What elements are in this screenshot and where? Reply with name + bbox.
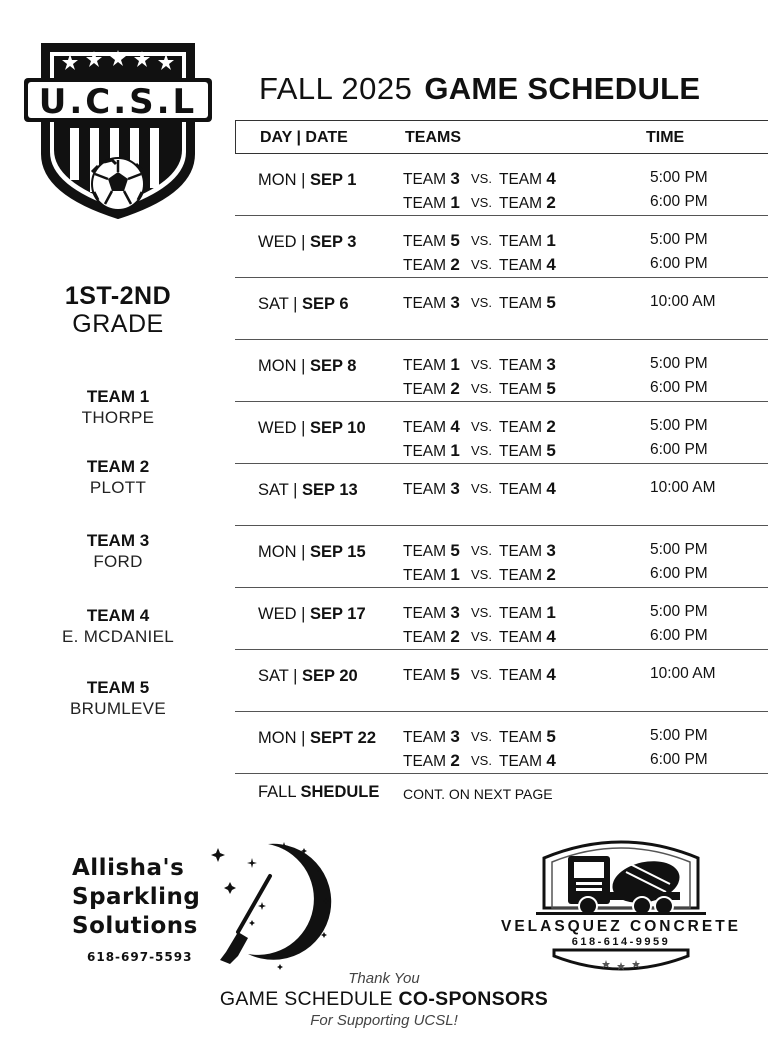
team-word: TEAM bbox=[499, 195, 543, 212]
allisha-logo-text bbox=[72, 854, 200, 941]
thanks-line1: Thank You bbox=[348, 970, 420, 987]
schedule-row bbox=[235, 712, 768, 774]
game-time: 10:00 AM bbox=[650, 293, 716, 310]
team-roster-item bbox=[40, 456, 196, 498]
team-word: TEAM bbox=[499, 605, 543, 622]
away-team-number: 4 bbox=[546, 255, 556, 274]
home-team-number: 3 bbox=[450, 479, 460, 498]
game-time: 10:00 AM bbox=[650, 665, 716, 682]
concrete-truck-icon bbox=[476, 826, 766, 986]
home-team-number: 3 bbox=[450, 293, 460, 312]
away-team bbox=[499, 727, 556, 747]
game-time: 6:00 PM bbox=[650, 255, 708, 272]
vs-label: VS. bbox=[471, 419, 492, 434]
game-line bbox=[235, 417, 768, 441]
header-time: TIME bbox=[646, 129, 685, 146]
game-date: SEP 17 bbox=[309, 605, 366, 623]
thanks-block bbox=[0, 970, 768, 1029]
team-word: TEAM bbox=[403, 605, 447, 622]
game-time: 6:00 PM bbox=[650, 379, 708, 396]
vs-label: VS. bbox=[471, 233, 492, 248]
title-main: GAME SCHEDULE bbox=[424, 71, 701, 106]
home-team-number: 3 bbox=[450, 169, 460, 188]
game-time: 5:00 PM bbox=[650, 355, 708, 372]
title-season: FALL 2025 bbox=[259, 71, 413, 106]
game-time: 6:00 PM bbox=[650, 627, 708, 644]
away-team bbox=[499, 565, 556, 585]
home-team bbox=[403, 193, 460, 213]
team-coach: PLOTT bbox=[89, 478, 147, 497]
allisha-line3: Solutions bbox=[72, 913, 198, 939]
home-team-number: 5 bbox=[450, 665, 460, 684]
team-word: TEAM bbox=[403, 257, 447, 274]
ucsl-logo bbox=[24, 34, 212, 220]
team-word: TEAM bbox=[403, 753, 447, 770]
game-time: 5:00 PM bbox=[650, 169, 708, 186]
vs-label: VS. bbox=[471, 567, 492, 582]
team-word: TEAM bbox=[499, 729, 543, 746]
team-word: TEAM bbox=[403, 171, 447, 188]
team-coach: E. MCDANIEL bbox=[62, 627, 174, 646]
team-roster-item bbox=[40, 677, 196, 719]
game-line bbox=[235, 727, 768, 751]
thanks-light: GAME SCHEDULE bbox=[219, 988, 393, 1010]
game-time: 5:00 PM bbox=[650, 603, 708, 620]
game-line bbox=[235, 379, 768, 403]
away-team bbox=[499, 751, 556, 771]
sponsor-allisha bbox=[60, 836, 332, 972]
away-team-number: 3 bbox=[546, 541, 556, 560]
team-word: TEAM bbox=[403, 233, 447, 250]
away-team bbox=[499, 255, 556, 275]
footer-continued: CONT. ON NEXT PAGE bbox=[403, 786, 553, 802]
away-team bbox=[499, 665, 556, 685]
schedule-row bbox=[235, 340, 768, 402]
schedule-row bbox=[235, 464, 768, 526]
home-team bbox=[403, 441, 460, 461]
home-team bbox=[403, 355, 460, 375]
team-word: TEAM bbox=[499, 543, 543, 560]
team-word: TEAM bbox=[499, 753, 543, 770]
vs-label: VS. bbox=[471, 667, 492, 682]
game-date: SEP 6 bbox=[302, 295, 349, 313]
vs-label: VS. bbox=[471, 543, 492, 558]
game-date: SEPT 22 bbox=[309, 729, 377, 747]
home-team-number: 3 bbox=[450, 603, 460, 622]
away-team bbox=[499, 627, 556, 647]
away-team bbox=[499, 169, 556, 189]
team-word: TEAM bbox=[403, 381, 447, 398]
game-line bbox=[235, 231, 768, 255]
vs-label: VS. bbox=[471, 729, 492, 744]
home-team bbox=[403, 417, 460, 437]
game-date: SEP 1 bbox=[309, 171, 357, 189]
team-name: TEAM 2 bbox=[86, 457, 150, 476]
footer-bold: SHEDULE bbox=[300, 783, 380, 801]
vs-label: VS. bbox=[471, 357, 492, 372]
home-team-number: 3 bbox=[450, 727, 460, 746]
team-word: TEAM bbox=[403, 295, 447, 312]
thanks-line3: For Supporting UCSL! bbox=[310, 1012, 458, 1029]
away-team-number: 2 bbox=[546, 193, 556, 212]
home-team bbox=[403, 565, 460, 585]
game-time: 6:00 PM bbox=[650, 751, 708, 768]
team-word: TEAM bbox=[499, 233, 543, 250]
away-team-number: 3 bbox=[546, 355, 556, 374]
team-word: TEAM bbox=[499, 295, 543, 312]
game-day: SAT | bbox=[258, 667, 298, 685]
home-team-number: 5 bbox=[450, 231, 460, 250]
away-team bbox=[499, 541, 556, 561]
away-team-number: 4 bbox=[546, 627, 556, 646]
game-date: SEP 20 bbox=[302, 667, 358, 685]
vs-label: VS. bbox=[471, 195, 492, 210]
team-word: TEAM bbox=[499, 629, 543, 646]
game-line bbox=[235, 441, 768, 465]
schedule-row bbox=[235, 216, 768, 278]
home-team-number: 2 bbox=[450, 379, 460, 398]
home-team bbox=[403, 627, 460, 647]
game-line bbox=[235, 565, 768, 589]
team-name: TEAM 3 bbox=[86, 531, 150, 550]
grade-label bbox=[40, 282, 196, 338]
page-title bbox=[259, 70, 700, 108]
home-team bbox=[403, 379, 460, 399]
game-line bbox=[235, 293, 768, 317]
team-word: TEAM bbox=[499, 171, 543, 188]
home-team-number: 1 bbox=[450, 355, 460, 374]
team-name: TEAM 4 bbox=[86, 606, 150, 625]
team-coach: THORPE bbox=[81, 408, 155, 427]
schedule-rows bbox=[235, 154, 768, 774]
game-line bbox=[235, 193, 768, 217]
team-roster-item bbox=[40, 605, 196, 647]
home-team bbox=[403, 169, 460, 189]
home-team bbox=[403, 603, 460, 623]
game-day: WED | bbox=[258, 419, 306, 437]
team-name: TEAM 1 bbox=[86, 387, 150, 406]
home-team bbox=[403, 255, 460, 275]
home-team bbox=[403, 541, 460, 561]
away-team-number: 4 bbox=[546, 169, 556, 188]
game-time: 5:00 PM bbox=[650, 727, 708, 744]
game-day: SAT | bbox=[258, 295, 298, 313]
team-roster-item bbox=[40, 386, 196, 428]
game-time: 5:00 PM bbox=[650, 231, 708, 248]
velasquez-phone: 618-614-9959 bbox=[571, 936, 671, 948]
away-team-number: 4 bbox=[546, 751, 556, 770]
away-team-number: 5 bbox=[546, 441, 556, 460]
away-team bbox=[499, 417, 556, 437]
team-word: TEAM bbox=[403, 543, 447, 560]
team-word: TEAM bbox=[403, 481, 447, 498]
home-team-number: 2 bbox=[450, 627, 460, 646]
team-word: TEAM bbox=[499, 419, 543, 436]
team-word: TEAM bbox=[403, 419, 447, 436]
game-day: MON | bbox=[258, 171, 306, 189]
team-coach: FORD bbox=[93, 552, 143, 571]
away-team-number: 2 bbox=[546, 417, 556, 436]
schedule-row bbox=[235, 588, 768, 650]
away-team bbox=[499, 293, 556, 313]
vs-label: VS. bbox=[471, 481, 492, 496]
team-word: TEAM bbox=[499, 357, 543, 374]
vs-label: VS. bbox=[471, 295, 492, 310]
game-date: SEP 3 bbox=[309, 233, 357, 251]
allisha-phone: 618-697-5593 bbox=[87, 950, 193, 964]
home-team-number: 2 bbox=[450, 255, 460, 274]
team-word: TEAM bbox=[499, 667, 543, 684]
footer-light: FALL bbox=[258, 783, 296, 801]
game-time: 6:00 PM bbox=[650, 565, 708, 582]
away-team-number: 1 bbox=[546, 603, 556, 622]
home-team-number: 5 bbox=[450, 541, 460, 560]
team-word: TEAM bbox=[403, 729, 447, 746]
thanks-bold: CO-SPONSORS bbox=[398, 988, 549, 1010]
away-team-number: 1 bbox=[546, 231, 556, 250]
away-team-number: 5 bbox=[546, 293, 556, 312]
game-day: SAT | bbox=[258, 481, 298, 499]
schedule-table bbox=[235, 120, 768, 814]
home-team bbox=[403, 751, 460, 771]
team-name: TEAM 5 bbox=[86, 678, 150, 697]
home-team bbox=[403, 665, 460, 685]
away-team bbox=[499, 193, 556, 213]
game-line bbox=[235, 665, 768, 689]
home-team bbox=[403, 727, 460, 747]
game-line bbox=[235, 169, 768, 193]
game-line bbox=[235, 603, 768, 627]
header-day-date: DAY | DATE bbox=[260, 129, 348, 146]
home-team bbox=[403, 479, 460, 499]
home-team-number: 1 bbox=[450, 193, 460, 212]
home-team-number: 1 bbox=[450, 441, 460, 460]
away-team-number: 5 bbox=[546, 727, 556, 746]
footer-label bbox=[258, 783, 379, 802]
game-line bbox=[235, 751, 768, 775]
game-day: MON | bbox=[258, 357, 306, 375]
game-day: MON | bbox=[258, 729, 306, 747]
thanks-line2 bbox=[0, 988, 768, 1011]
vs-label: VS. bbox=[471, 443, 492, 458]
vs-label: VS. bbox=[471, 605, 492, 620]
schedule-row bbox=[235, 402, 768, 464]
schedule-row bbox=[235, 650, 768, 712]
team-word: TEAM bbox=[499, 567, 543, 584]
away-team bbox=[499, 479, 556, 499]
team-roster-item bbox=[40, 530, 196, 572]
game-date: SEP 13 bbox=[302, 481, 358, 499]
table-header bbox=[235, 120, 768, 154]
away-team-number: 5 bbox=[546, 379, 556, 398]
sponsor-velasquez bbox=[476, 826, 766, 986]
game-day: MON | bbox=[258, 543, 306, 561]
away-team-number: 4 bbox=[546, 479, 556, 498]
away-team-number: 4 bbox=[546, 665, 556, 684]
team-word: TEAM bbox=[499, 257, 543, 274]
home-team bbox=[403, 293, 460, 313]
game-day: WED | bbox=[258, 233, 306, 251]
team-word: TEAM bbox=[403, 195, 447, 212]
grade-sub: GRADE bbox=[72, 310, 164, 338]
team-word: TEAM bbox=[499, 481, 543, 498]
game-date: SEP 10 bbox=[309, 419, 366, 437]
game-line bbox=[235, 255, 768, 279]
away-team bbox=[499, 355, 556, 375]
game-time: 5:00 PM bbox=[650, 417, 708, 434]
game-time: 6:00 PM bbox=[650, 193, 708, 210]
away-team-number: 2 bbox=[546, 565, 556, 584]
allisha-line2: Sparkling bbox=[72, 884, 201, 910]
game-line bbox=[235, 479, 768, 503]
away-team bbox=[499, 441, 556, 461]
home-team-number: 4 bbox=[450, 417, 460, 436]
team-coach: BRUMLEVE bbox=[70, 699, 166, 718]
grade-main: 1ST-2ND bbox=[64, 282, 172, 310]
schedule-row bbox=[235, 278, 768, 340]
away-team bbox=[499, 231, 556, 251]
away-team bbox=[499, 379, 556, 399]
velasquez-name: VELASQUEZ CONCRETE bbox=[500, 918, 741, 935]
game-day: WED | bbox=[258, 605, 306, 623]
vs-label: VS. bbox=[471, 257, 492, 272]
logo-text: U.C.S.L bbox=[38, 82, 198, 122]
schedule-row bbox=[235, 154, 768, 216]
schedule-footer bbox=[235, 774, 768, 814]
allisha-line1: Allisha's bbox=[72, 855, 185, 881]
broom-moon-icon bbox=[208, 836, 332, 972]
away-team bbox=[499, 603, 556, 623]
home-team-number: 1 bbox=[450, 565, 460, 584]
game-time: 6:00 PM bbox=[650, 441, 708, 458]
team-word: TEAM bbox=[403, 629, 447, 646]
team-word: TEAM bbox=[499, 443, 543, 460]
game-date: SEP 8 bbox=[309, 357, 357, 375]
game-line bbox=[235, 355, 768, 379]
game-date: SEP 15 bbox=[309, 543, 366, 561]
home-team bbox=[403, 231, 460, 251]
team-word: TEAM bbox=[403, 443, 447, 460]
vs-label: VS. bbox=[471, 171, 492, 186]
team-word: TEAM bbox=[403, 567, 447, 584]
team-word: TEAM bbox=[403, 357, 447, 374]
home-team-number: 2 bbox=[450, 751, 460, 770]
vs-label: VS. bbox=[471, 753, 492, 768]
vs-label: VS. bbox=[471, 629, 492, 644]
header-teams: TEAMS bbox=[405, 129, 461, 146]
vs-label: VS. bbox=[471, 381, 492, 396]
team-word: TEAM bbox=[403, 667, 447, 684]
game-time: 5:00 PM bbox=[650, 541, 708, 558]
game-time: 10:00 AM bbox=[650, 479, 716, 496]
team-word: TEAM bbox=[499, 381, 543, 398]
game-line bbox=[235, 627, 768, 651]
game-line bbox=[235, 541, 768, 565]
schedule-row bbox=[235, 526, 768, 588]
